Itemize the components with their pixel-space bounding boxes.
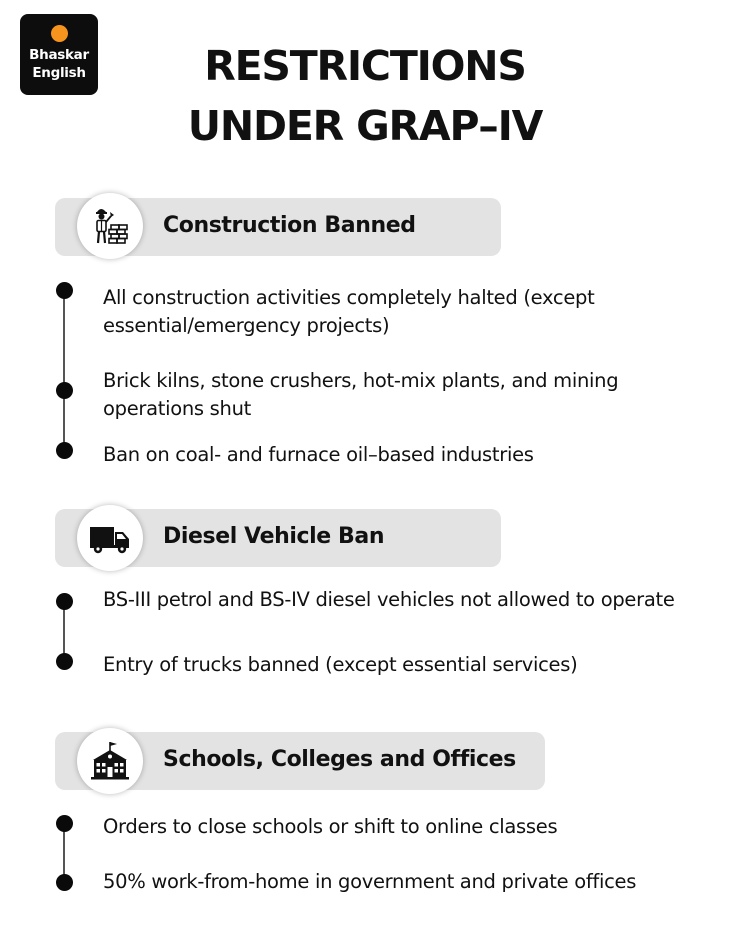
logo-text-line2: English	[32, 65, 86, 81]
section-heading-schools: Schools, Colleges and Offices	[163, 747, 516, 772]
section-heading-construction: Construction Banned	[163, 213, 416, 238]
bullet	[56, 593, 73, 610]
bullet	[56, 382, 73, 399]
page-title-line1: RESTRICTIONS	[204, 42, 526, 90]
page-title-line2: UNDER GRAP–IV	[187, 102, 543, 150]
list-item: Entry of trucks banned (except essential services)	[103, 653, 578, 676]
construction-worker-icon	[77, 193, 143, 259]
bullet	[56, 653, 73, 670]
list-item: Ban on coal- and furnace oil–based industries	[103, 443, 534, 466]
list-item: Orders to close schools or shift to online classes	[103, 815, 558, 838]
bullet	[56, 815, 73, 832]
list-item: Brick kilns, stone crushers, hot-mix plants, and mining operations shut	[103, 369, 619, 420]
bullet	[56, 874, 73, 891]
bullet	[56, 282, 73, 299]
timeline-line-diesel	[63, 602, 65, 660]
timeline-line-construction	[63, 290, 65, 450]
list-item: All construction activities completely halted (except essential/emergency projects)	[103, 286, 595, 337]
logo-dot	[51, 25, 68, 42]
list-item: BS-III petrol and BS-IV diesel vehicles not allowed to operate	[103, 588, 675, 611]
truck-icon	[77, 505, 143, 571]
school-building-icon	[77, 728, 143, 794]
section-heading-diesel: Diesel Vehicle Ban	[163, 524, 385, 549]
list-item: 50% work-from-home in government and private offices	[103, 870, 637, 893]
bullet	[56, 442, 73, 459]
logo-text-line1: Bhaskar	[29, 47, 89, 63]
